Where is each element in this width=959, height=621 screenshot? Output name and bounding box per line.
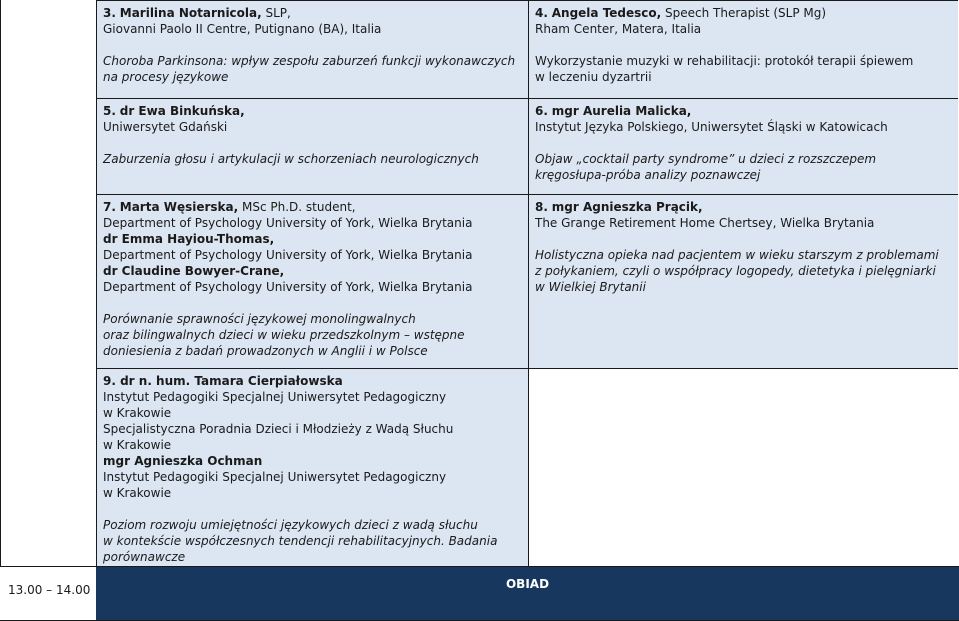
talk-cell-7 (96, 194, 528, 368)
talk-title: Objaw „cocktail party syndrome” u dzieci z rozszczepem (535, 152, 877, 166)
affiliation: w Krakowie (103, 406, 172, 420)
talk-number: 8. (535, 200, 548, 214)
speaker-name: Marilina Notarnicola, (119, 6, 262, 20)
talk-title: Holistyczna opieka nad pacjentem w wieku starszym z problemami (535, 248, 939, 262)
talk-cell-4 (528, 0, 958, 98)
speaker-line (103, 5, 522, 21)
speaker-line (535, 5, 952, 21)
talk-title: Porównanie sprawności językowej monolingwalnych (103, 312, 416, 326)
affiliation: Giovanni Paolo II Centre, Putignano (BA), Italia (103, 22, 382, 36)
talk-title: Zaburzenia głosu i artykulacji w schorzeniach neurologicznych (103, 152, 479, 166)
affiliation: The Grange Retirement Home Chertsey, Wielka Brytania (535, 216, 875, 230)
talk-number: 7. (103, 200, 116, 214)
affiliation: Rham Center, Matera, Italia (535, 22, 702, 36)
talk-title: Wykorzystanie muzyki w rehabilitacji: protokół terapii śpiewem (535, 54, 914, 68)
speaker-name: Marta Węsierska, (119, 200, 239, 214)
talk-number: 4. (535, 6, 548, 20)
talk-title: Choroba Parkinsona: wpływ zespołu zaburzeń funkcji wykonawczych (103, 54, 516, 68)
speaker-name: Angela Tedesco, (551, 6, 662, 20)
speaker-name: mgr Agnieszka Prącik, (551, 200, 703, 214)
speaker-role: Speech Therapist (SLP Mg) (661, 6, 827, 20)
talk-number: 6. (535, 104, 548, 118)
talk-number: 3. (103, 6, 116, 20)
talk-title: w Wielkiej Brytanii (535, 280, 646, 294)
talk-cell-6 (528, 98, 958, 194)
talk-title: na procesy językowe (103, 70, 229, 84)
affiliation: w Krakowie (103, 486, 172, 500)
affiliation: Department of Psychology University of York, Wielka Brytania (103, 248, 473, 262)
lunch-break-bar: OBIAD (96, 566, 959, 621)
speaker-name: mgr Aurelia Malicka, (551, 104, 692, 118)
affiliation: Instytut Języka Polskiego, Uniwersytet Śląski w Katowicach (535, 120, 888, 134)
speaker-role: MSc Ph.D. student, (238, 200, 356, 214)
speaker-name: dr Emma Hayiou-Thomas, (103, 232, 275, 246)
speaker-line (535, 103, 952, 119)
affiliation: Department of Psychology University of York, Wielka Brytania (103, 280, 473, 294)
speaker-line (103, 199, 522, 215)
speaker-name: mgr Agnieszka Ochman (103, 454, 263, 468)
affiliation: Uniwersytet Gdański (103, 120, 228, 134)
empty-cell (528, 368, 958, 566)
talk-title: Poziom rozwoju umiejętności językowych dzieci z wadą słuchu (103, 518, 478, 532)
talk-title: w leczeniu dyzartrii (535, 70, 652, 84)
talk-number: 5. (103, 104, 116, 118)
speaker-role: SLP, (261, 6, 291, 20)
speaker-line (535, 199, 952, 215)
time-slot: 13.00 – 14.00 (8, 583, 91, 597)
speaker-line (103, 103, 522, 119)
talk-title: porównawcze (103, 550, 186, 564)
talk-title: doniesienia z badań prowadzonych w Anglii i w Polsce (103, 344, 428, 358)
affiliation: Specjalistyczna Poradnia Dzieci i Młodzieży z Wadą Słuchu (103, 422, 454, 436)
affiliation: w Krakowie (103, 438, 172, 452)
affiliation: Department of Psychology University of York, Wielka Brytania (103, 216, 473, 230)
talk-title: w kontekście współczesnych tendencji rehabilitacyjnych. Badania (103, 534, 498, 548)
talk-cell-5 (96, 98, 528, 194)
talk-title: z połykaniem, czyli o współpracy logopedy, dietetyka i pielęgniarki (535, 264, 936, 278)
talk-cell-3 (96, 0, 528, 98)
speaker-name: 9. dr n. hum. Tamara Cierpiałowska (103, 374, 343, 388)
talk-cell-9 (96, 368, 528, 566)
talk-title: kręgosłupa-próba analizy poznawczej (535, 168, 761, 182)
speaker-name: dr Claudine Bowyer-Crane, (103, 264, 285, 278)
affiliation: Instytut Pedagogiki Specjalnej Uniwersytet Pedagogiczny (103, 390, 447, 404)
talk-cell-8 (528, 194, 958, 368)
affiliation: Instytut Pedagogiki Specjalnej Uniwersytet Pedagogiczny (103, 470, 447, 484)
talk-title: oraz bilingwalnych dzieci w wieku przedszkolnym – wstępne (103, 328, 465, 342)
speaker-name: dr Ewa Binkuńska, (119, 104, 245, 118)
